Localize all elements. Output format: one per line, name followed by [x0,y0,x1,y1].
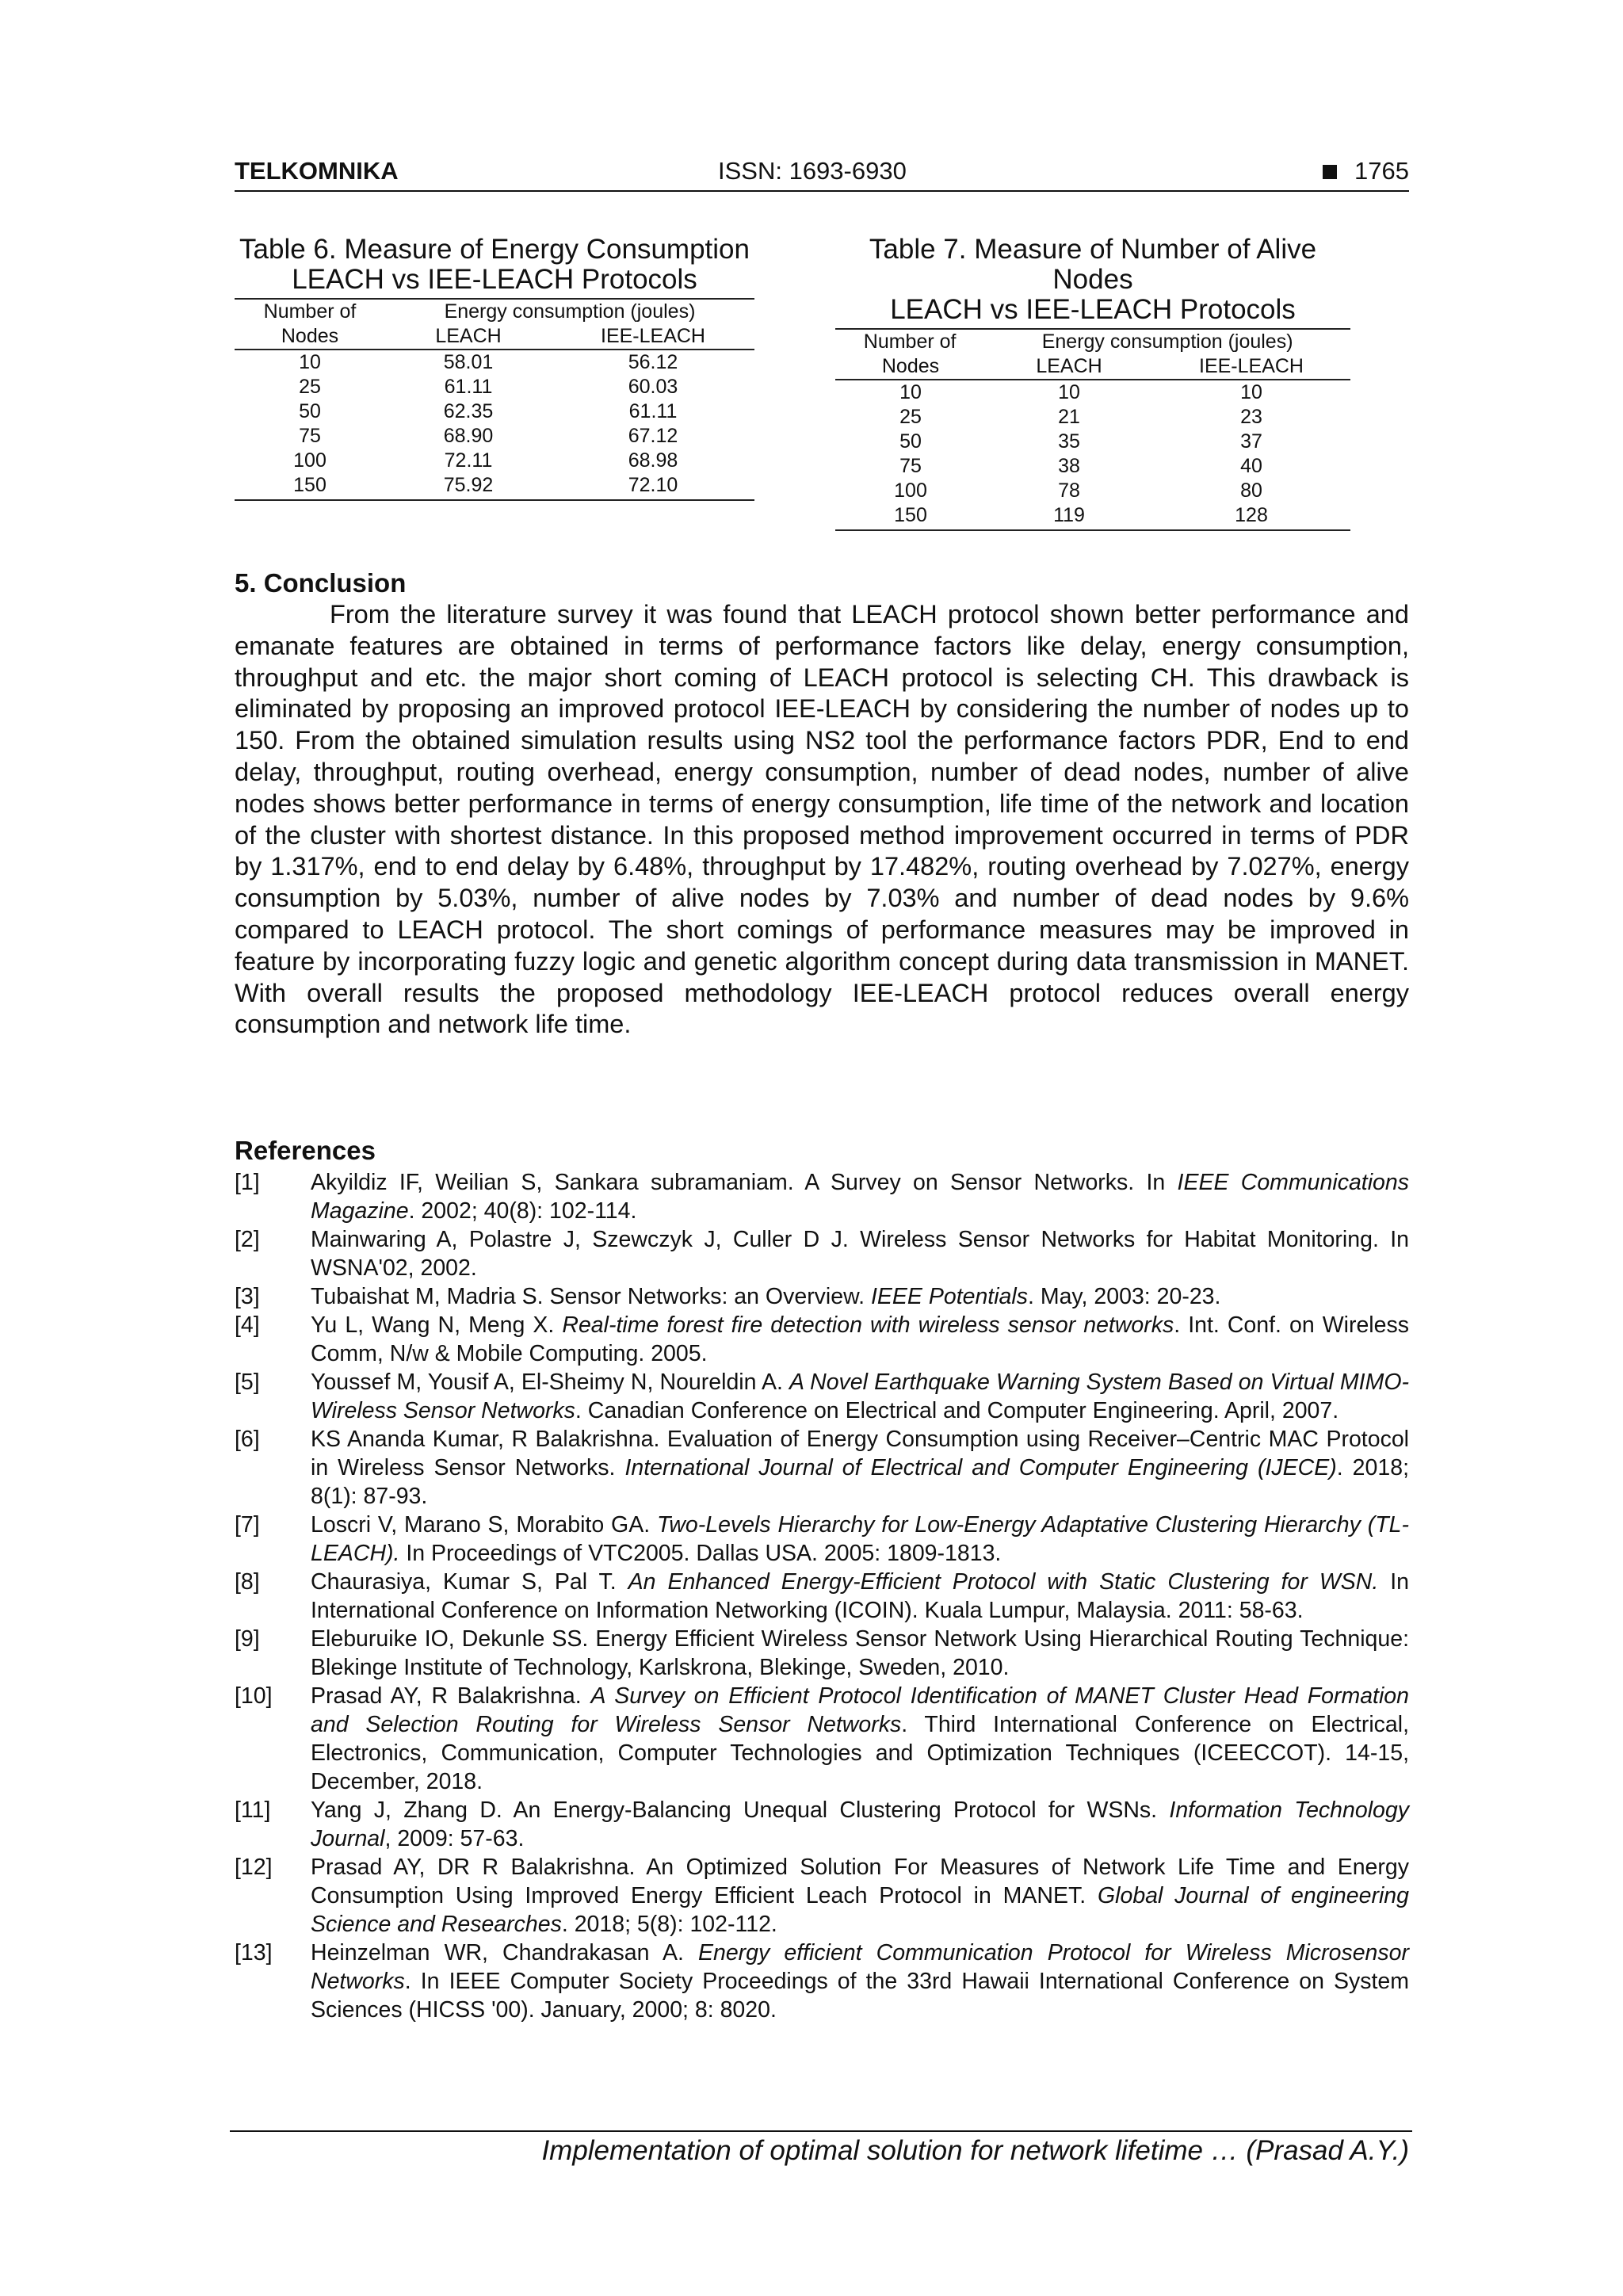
reference-item [235,1368,1409,1425]
table-cell: 37 [1240,430,1262,453]
table-row [835,405,1350,430]
table-7-header: Number of Energy consumption (joules) Nodes LEACH IEE-LEACH [835,330,1350,380]
reference-number: [9] [235,1626,260,1652]
table-cell: 72.10 [628,474,678,496]
table-row [835,479,1350,503]
table-cell: 75 [299,425,321,447]
square-bullet-icon [1323,165,1337,179]
conclusion-heading: 5. Conclusion [235,568,407,598]
reference-number: [1] [235,1170,260,1195]
table-cell: 61.11 [444,376,493,398]
table-cell: 50 [299,400,321,422]
table-cell: 62.35 [443,400,494,422]
reference-list [235,1168,1409,2024]
reference-item [235,1568,1409,1625]
table-row [835,503,1350,528]
reference-item [235,1225,1409,1282]
table-7-caption: Table 7. Measure of Number of Alive Nodes LEACH vs IEE-LEACH Protocols [869,234,1317,325]
references-heading: References [235,1136,376,1165]
reference-text: Loscri V, Marano S, Morabito GA. Two-Levels Hierarchy for Low-Energy Adaptative Clustering Hierarchy (TL-LEACH). In Proceedings of VTC2005. Dallas USA. 2005: 1809-1813. [311,1512,1409,1566]
reference-number: [5] [235,1370,260,1395]
reference-text: Akyildiz IF, Weilian S, Sankara subramaniam. A Survey on Sensor Networks. In IEEE Communications Magazine. 2002; 40(8): 102-114. [311,1170,1409,1224]
reference-item [235,1311,1409,1368]
table-cell: 72.11 [444,449,493,472]
table-cell: 68.98 [628,449,678,472]
table-cell: 58.01 [443,351,494,373]
reference-text: Prasad AY, R Balakrishna. A Survey on Efficient Protocol Identification of MANET Cluster Head Formation and Selection Routing for Wireless Sensor Networks. Third International Conference on Electrical, Electronics, Communication, Computer Technologies and Optimization Techniques (ICEECCOT). 14-15, December, 2018. [311,1683,1410,1794]
table-row [235,375,754,399]
table-cell: 50 [899,430,922,453]
table-row [835,430,1350,454]
reference-text: Eleburuike IO, Dekunle SS. Energy Efficient Wireless Sensor Network Using Hierarchical Routing Technique: Blekinge Institute of Technology, Karlskrona, Blekinge, Sweden, 2010. [311,1626,1409,1680]
table-cell: 10 [899,381,922,403]
reference-item [235,1168,1409,1225]
reference-text: Heinzelman WR, Chandrakasan A. Energy efficient Communication Protocol for Wireless Microsensor Networks. In IEEE Computer Society Proceedings of the 33rd Hawaii International Conference on System Sciences (HICSS '00). January, 2000; 8: 8020. [311,1940,1409,2023]
table-row [235,473,754,498]
table-cell: 150 [293,474,327,496]
table-cell: 119 [1053,504,1085,526]
table-row [235,424,754,449]
table-cell: 75.92 [443,474,494,496]
reference-item [235,1282,1409,1311]
page-number: 1765 [1354,157,1409,185]
table-row [835,454,1350,479]
table-cell: 61.11 [628,400,678,422]
journal-name: TELKOMNIKA [235,157,399,185]
reference-number: [13] [235,1940,273,1966]
table-cell: 10 [1058,381,1080,403]
reference-number: [4] [235,1312,260,1338]
table-cell: 68.90 [443,425,494,447]
table-cell: 100 [293,449,327,472]
table-cell: 35 [1058,430,1080,453]
table-row [235,350,754,375]
table-7 [835,235,1350,531]
table-7-body [835,380,1350,529]
table-cell: 80 [1240,479,1262,502]
table-6-header: Number of Energy consumption (joules) Nodes LEACH IEE-LEACH [235,300,754,350]
reference-text: Mainwaring A, Polastre J, Szewczyk J, Culler D J. Wireless Sensor Networks for Habitat Monitoring. In WSNA'02, 2002. [311,1227,1409,1281]
table-cell: 10 [299,351,321,373]
reference-number: [6] [235,1427,260,1452]
page-number-block [1323,155,1409,187]
table-cell: 25 [899,406,922,428]
table-cell: 23 [1240,406,1262,428]
table-6-body [235,350,754,499]
table-row [835,380,1350,405]
table-6 [235,235,754,501]
table-cell: 75 [899,455,922,477]
reference-text: Yu L, Wang N, Meng X. Real-time forest fire detection with wireless sensor networks. Int. Conf. on Wireless Comm, N/w & Mobile Computing. 2005. [311,1312,1409,1366]
reference-text: Tubaishat M, Madria S. Sensor Networks: an Overview. IEEE Potentials. May, 2003: 20-23. [311,1284,1221,1309]
reference-text: Yang J, Zhang D. An Energy-Balancing Unequal Clustering Protocol for WSNs. Information Technology Journal, 2009: 57-63. [311,1797,1410,1851]
issn: ISSN: 1693-6930 [718,157,907,185]
reference-text: Prasad AY, DR R Balakrishna. An Optimized Solution For Measures of Network Life Time and Energy Consumption Using Improved Energy Efficient Leach Protocol in MANET. Global Journal of engineering Science and Researches. 2018; 5(8): 102-112. [311,1855,1409,1937]
table-cell: 78 [1058,479,1080,502]
table-6-caption: Table 6. Measure of Energy Consumption LEACH vs IEE-LEACH Protocols [239,234,750,295]
reference-item [235,1939,1409,2024]
running-footer: Implementation of optimal solution for network lifetime … (Prasad A.Y.) [541,2135,1409,2166]
reference-item [235,1853,1409,1939]
header-rule [235,190,1409,192]
table-cell: 56.12 [628,351,678,373]
reference-number: [3] [235,1284,260,1309]
table-cell: 40 [1240,455,1262,477]
reference-item [235,1625,1409,1682]
reference-text: Youssef M, Yousif A, El-Sheimy N, Noureldin A. A Novel Earthquake Warning System Based on Virtual MIMO-Wireless Sensor Networks. Canadian Conference on Electrical and Computer Engineering. April, 2007. [311,1370,1409,1423]
table-cell: 21 [1058,406,1080,428]
table-cell: 128 [1235,504,1268,526]
reference-number: [8] [235,1569,260,1595]
table-cell: 10 [1240,381,1262,403]
reference-number: [2] [235,1227,260,1252]
table-cell: 38 [1058,455,1080,477]
reference-text: KS Ananda Kumar, R Balakrishna. Evaluation of Energy Consumption using Receiver–Centric MAC Protocol in Wireless Sensor Networks. International Journal of Electrical and Computer Engineering (IJECE). 2018; 8(1): 87-93. [311,1427,1409,1509]
reference-number: [7] [235,1512,260,1538]
table-cell: 60.03 [628,376,678,398]
table-row [235,399,754,424]
reference-number: [11] [235,1797,271,1823]
table-cell: 25 [299,376,321,398]
reference-number: [12] [235,1855,273,1880]
reference-item [235,1511,1409,1568]
reference-item [235,1425,1409,1511]
reference-item [235,1682,1409,1796]
page-header [235,155,1409,190]
table-cell: 100 [894,479,927,502]
table-row [235,449,754,473]
reference-text: Chaurasiya, Kumar S, Pal T. An Enhanced Energy-Efficient Protocol with Static Clustering for WSN. In International Conference on Information Networking (ICOIN). Kuala Lumpur, Malaysia. 2011: 58-63. [311,1569,1409,1623]
table-cell: 67.12 [628,425,678,447]
reference-number: [10] [235,1683,273,1709]
reference-item [235,1796,1409,1853]
conclusion-paragraph: From the literature survey it was found that LEACH protocol shown better performance and emanate features are obtained in terms of performance factors like delay, energy consumption, throughput and etc. the major short coming of LEACH protocol is selecting CH. This drawback is eliminated by proposing an improved protocol IEE-LEACH by considering the number of nodes up to 150. From the obtained simulation results using NS2 tool the performance factors PDR, End to end delay, throughput, routing overhead, energy consumption, number of dead nodes, number of alive nodes shows better performance in terms of energy consumption, life time of the network and location of the cluster with shortest distance. In this proposed method improvement occurred in terms of PDR by 1.317%, end to end delay by 6.48%, throughput by 17.482%, routing overhead by 7.027%, energy consumption by 5.03%, number of alive nodes by 7.03% and number of dead nodes by 9.6% compared to LEACH protocol. The short comings of performance measures may be improved in feature by incorporating fuzzy logic and genetic algorithm concept during data transmission in MANET. With overall results the proposed methodology IEE-LEACH protocol reduces overall energy consumption and network life time. [235,600,1409,1039]
table-cell: 150 [894,504,927,526]
